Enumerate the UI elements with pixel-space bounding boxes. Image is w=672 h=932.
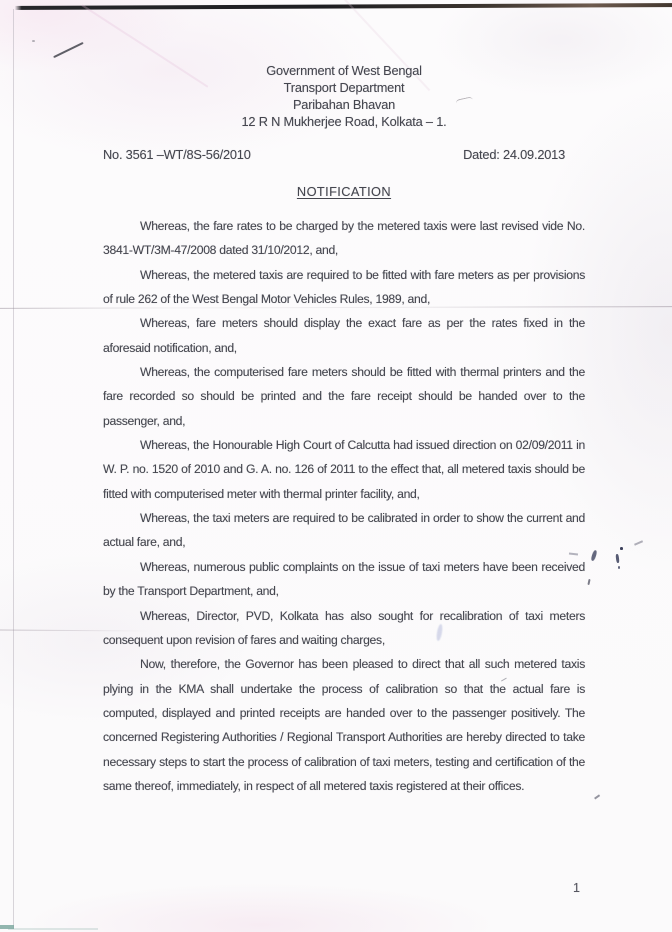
body-paragraph: Whereas, the fare rates to be charged by the metered taxis were last revised vide No. 3841-WT/3M-47/2008 dated 31/10/2012, and, [103,219,585,258]
scan-top-edge-line [0,3,672,10]
scan-bottom-edge-shadow [8,928,98,930]
pen-dot-mark [32,40,35,42]
body-paragraph: Whereas, fare meters should display the exact fare as per the rates fixed in the aforesaid notification, and, [103,316,585,355]
pen-stroke-mark [53,42,84,59]
ink-smudge-mark [590,550,597,562]
letterhead-building-line: Paribahan Bhavan [292,97,396,112]
reference-row [103,147,585,162]
letterhead [103,62,585,130]
body-paragraph: Whereas, numerous public complaints on the issue of taxi meters have been received by the Transport Department, and, [103,559,585,599]
ink-tick-mark [587,579,590,585]
body-paragraph: Whereas, the taxi meters are required to be calibrated in order to show the current and actual fare, and, [103,511,585,550]
ink-dot-mark [618,566,620,569]
body-paragraph: Whereas, the Honourable High Court of Calcutta had issued direction on 02/09/2011 in W. P. no. 1520 of 2010 and G. A. no. 126 of 2011 to the effect that, all metered taxis should be fitted with computerised meter with thermal printer facility, and, [103,438,585,501]
ink-smudge-mark [615,554,619,563]
ink-tick-mark [634,540,643,545]
ink-dot-mark [620,547,623,550]
body-paragraph: Whereas, the computerised fare meters should be fitted with thermal printers and the fare recorded so should be printed and the fare receipt should be handed over to the passenger, and, [103,365,585,428]
ink-tick-mark [594,794,600,799]
page-number: 1 [573,881,580,895]
body-paragraph: Now, therefore, the Governor has been pleased to direct that all such metered taxis plying in the KMA shall undertake the process of calibration so that the actual fare is computed, displayed and printed receipts are handed over to the passenger positively. The concerned Registering Authorities / Regional Transport Authorities are hereby directed to take necessary steps to start the process of calibration of taxi meters, testing and certification of the same thereof, immediately, in respect of all metered taxis registered at their offices. [103,657,585,793]
document-date: Dated: 24.09.2013 [463,147,565,162]
body-paragraph: Whereas, Director, PVD, Kolkata has also sought for recalibration of taxi meters consequent upon revision of fares and waiting charges, [103,608,585,647]
paper-left-edge-line [13,9,14,929]
letterhead-address-line: 12 R N Mukherjee Road, Kolkata – 1. [241,114,447,129]
document-body [103,214,585,798]
body-paragraph: Whereas, the metered taxis are required to be fitted with fare meters as per provisions of rule 262 of the West Bengal Motor Vehicles Rules, 1989, and, [103,267,585,307]
reference-number: No. 3561 –WT/8S-56/2010 [103,147,251,162]
letterhead-government-line: Government of West Bengal [266,63,422,78]
notification-title: NOTIFICATION [296,184,392,199]
letterhead-department-line: Transport Department [283,80,405,95]
